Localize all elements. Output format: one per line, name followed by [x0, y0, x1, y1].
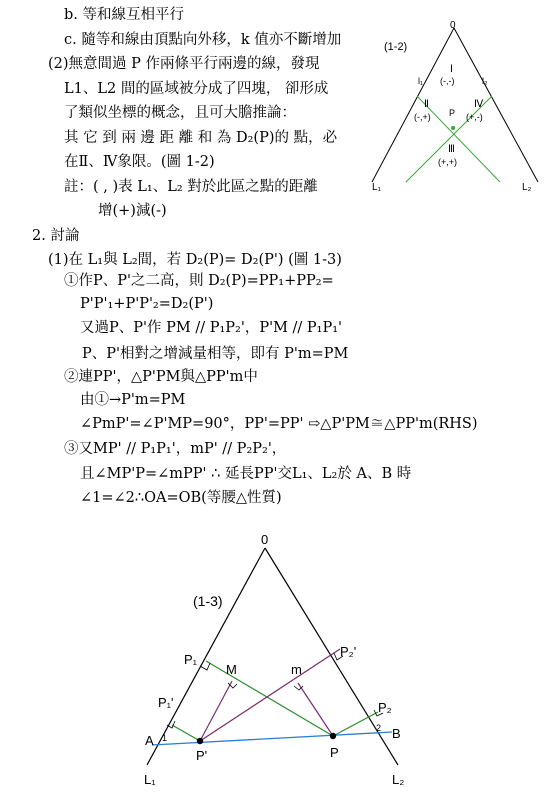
- fig13-label-P1p: P₁': [158, 695, 174, 710]
- fig12-caption: (1-2): [384, 41, 408, 53]
- fig13-label-P1: P₁: [184, 652, 198, 667]
- fig13-angle-2: 2: [376, 723, 382, 733]
- text-line-b: b. 等和線互相平行: [64, 7, 184, 23]
- fig12-label-L2: L₂: [522, 182, 532, 193]
- fig13-line-Pp-P1p: [172, 725, 200, 741]
- discussion-line-7: 由①→P'm=PM: [80, 392, 186, 408]
- fig13-caption: (1-3): [193, 593, 223, 609]
- fig12-quad-3: Ⅲ: [448, 144, 455, 155]
- text-line-2a: (2)無意間過 P 作兩條平行兩邊的線，發現: [48, 56, 320, 72]
- note-line-2: 增(+)減(-): [98, 203, 167, 219]
- discussion-line-4: 又過P、P'作 PM // P₁P₂'，P'M // P₁P₁': [80, 320, 343, 336]
- fig12-quad-4: Ⅳ: [474, 99, 484, 110]
- fig12-point-P-label: P: [449, 108, 456, 118]
- fig13-label-B: B: [392, 726, 401, 741]
- discussion-line-8: ∠PmP'=∠P'MP=90°，PP'=PP' ⇨△P'PM≅△PP'm(RHS): [80, 416, 478, 432]
- fig13-label-M: M: [226, 662, 237, 677]
- fig13-line-P-m: [298, 683, 333, 736]
- fig12-quad-4-sign: (+,-): [466, 112, 483, 122]
- fig12-vertex-label: 0: [450, 20, 456, 31]
- fig13-line-P-P2: [333, 712, 378, 736]
- discussion-line-6: ②連PP'，△P'PM與△PP'm中: [64, 369, 258, 385]
- fig12-line-L2: [454, 28, 538, 182]
- fig13-label-L1: L₁: [144, 772, 156, 787]
- fig13-line-Pp-M: [200, 681, 232, 741]
- note-line-1: 註：( , )表 L₁、L₂ 對於此區之點的距離: [64, 179, 318, 195]
- text-line-c: c. 隨等和線由頂點向外移，k 值亦不斷增加: [64, 32, 342, 48]
- text-line-2d: 其 它 到 兩 邊 距 離 和 為 D₂(P)的 點，必: [64, 130, 338, 146]
- fig13-label-A: A: [145, 733, 154, 748]
- section-heading: 2. 討論: [32, 228, 80, 244]
- fig13-point-Pp: [197, 738, 203, 744]
- text-line-2c: 了類似坐標的概念，且可大膽推論：: [64, 105, 296, 121]
- fig13-angle-1: 1: [162, 733, 168, 743]
- discussion-line-10: 且∠MP'P=∠mPP' ∴ 延長PP'交L₁、L₂於 A、B 時: [80, 466, 412, 482]
- discussion-line-11: ∠1=∠2∴OA=OB(等腰△性質): [80, 490, 282, 506]
- fig13-label-P: P: [330, 745, 339, 760]
- fig13-vertex-label: 0: [261, 532, 269, 547]
- fig13-label-P2p: P₂': [340, 644, 357, 659]
- text-line-2e: 在Ⅱ、Ⅳ象限。(圖 1-2): [64, 154, 215, 170]
- discussion-line-2: ①作P、P'之二高，則 D₂(P)=PP₁+PP₂=: [64, 273, 334, 289]
- fig12-quad-2-sign: (-,+): [414, 112, 431, 122]
- discussion-line-5: P、P'相對之增減量相等，即有 P'm=PM: [82, 346, 349, 362]
- fig12-quad-1: Ⅰ: [450, 64, 453, 75]
- fig12-quad-1-sign: (-,-): [440, 76, 455, 86]
- fig12-green-line-1: [417, 96, 500, 182]
- fig13-label-P2: P₂: [378, 700, 392, 715]
- fig12-point-P: [451, 126, 455, 130]
- discussion-line-3: P'P'₁+P'P'₂=D₂(P'): [80, 296, 214, 312]
- fig12-label-l2: l₂: [482, 76, 488, 86]
- fig12-quad-2: Ⅱ: [424, 99, 429, 110]
- fig12-label-L1: L₁: [372, 182, 381, 193]
- discussion-line-9: ③又MP' // P₁P₁'，mP' // P₂P₂'，: [64, 441, 287, 457]
- fig13-point-P: [330, 733, 336, 739]
- text-line-2b: L1、L2 間的區域被分成了四塊， 卻形成: [64, 81, 329, 97]
- fig12-quad-3-sign: (+,+): [438, 157, 458, 167]
- fig13-label-m: m: [291, 662, 302, 677]
- figure-1-2: [362, 14, 552, 196]
- figure-1-3: [0, 520, 552, 795]
- fig13-label-L2: L₂: [392, 772, 405, 787]
- discussion-line-1: (1)在 L₁與 L₂間，若 D₂(P)= D₂(P') (圖 1-3): [48, 252, 342, 268]
- fig12-label-l1: l₁: [418, 76, 424, 86]
- fig13-label-Pp: P': [196, 748, 208, 763]
